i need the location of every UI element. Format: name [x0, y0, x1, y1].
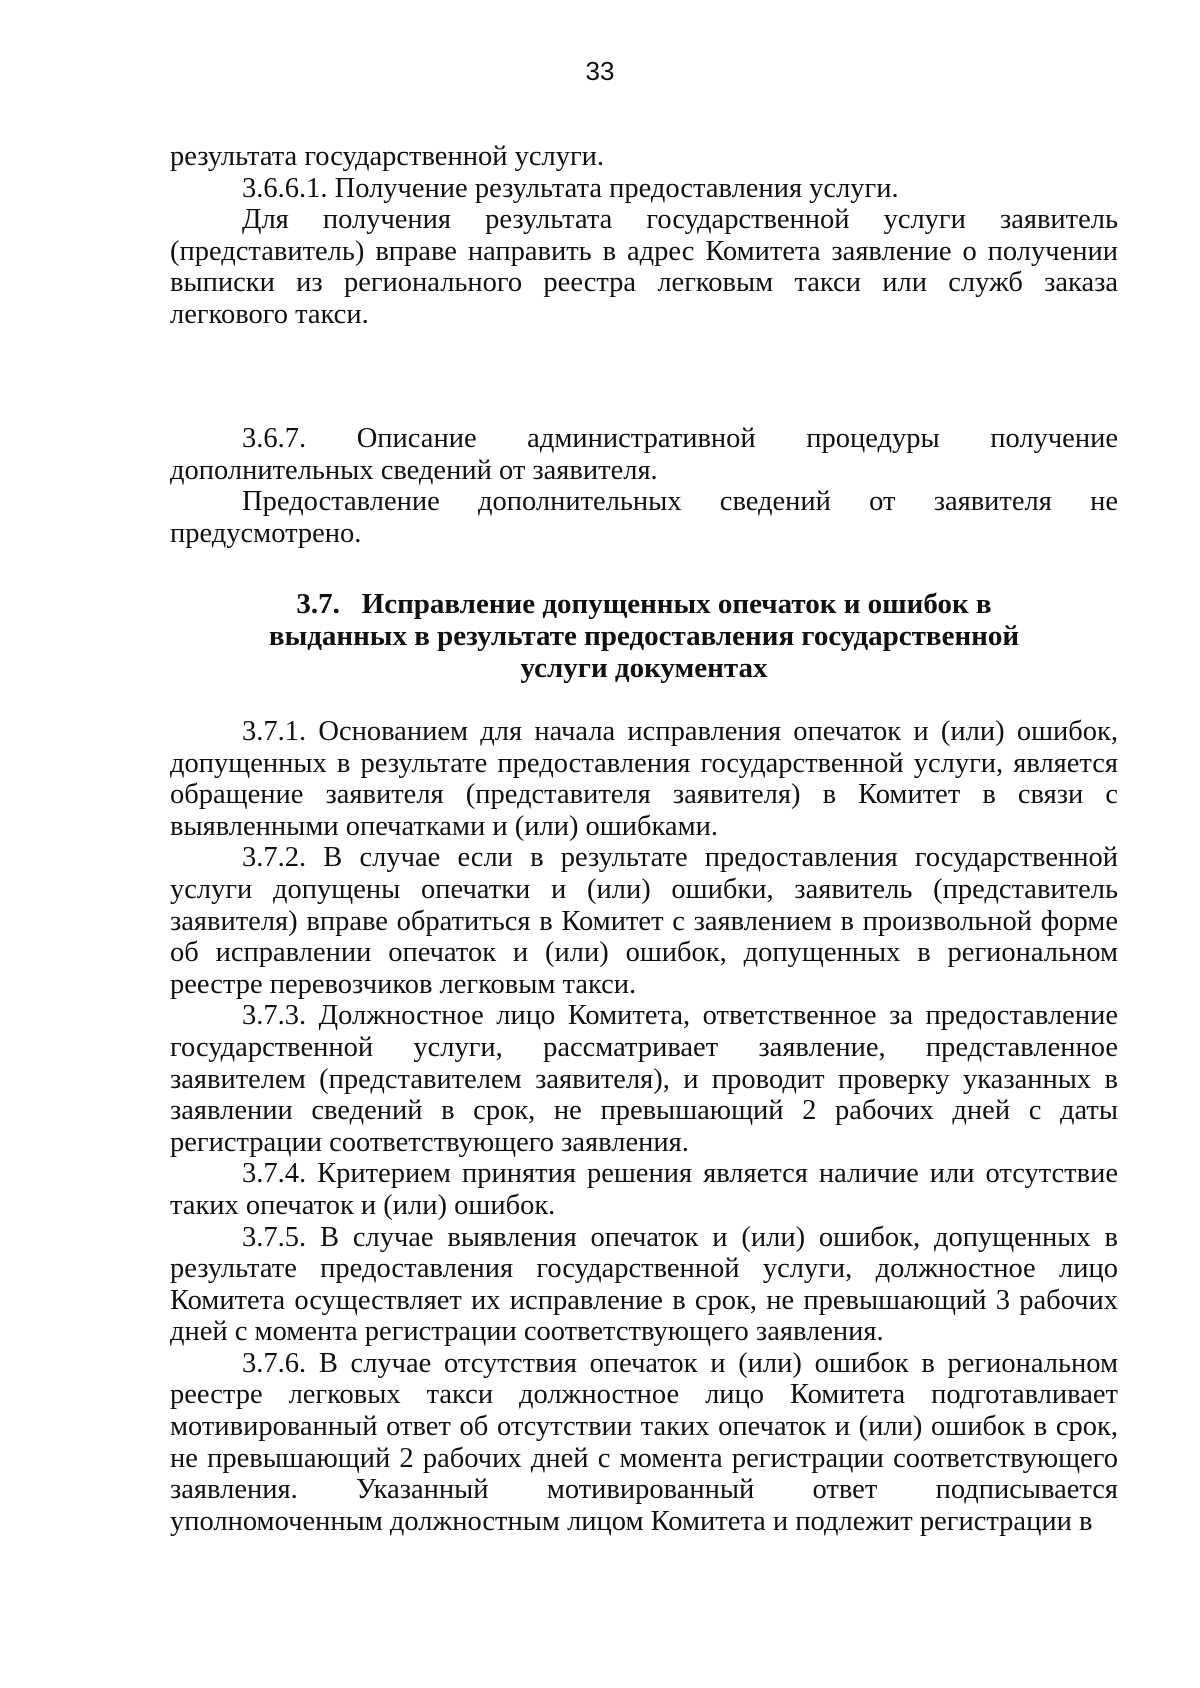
- heading-line-3: услуги документах: [520, 652, 768, 684]
- paragraph-3-7-4: 3.7.4. Критерием принятия решения является наличие или отсутствие таких опечаток и (или) ошибок.: [170, 1158, 1118, 1221]
- section-3-6-7-block: [170, 423, 1118, 549]
- paragraph-additional-info: Предоставление дополнительных сведений от заявителя не предусмотрено.: [170, 486, 1118, 549]
- section-3-7-block: [170, 716, 1118, 1537]
- page-number: 33: [585, 56, 615, 86]
- paragraph-3-7-5: 3.7.5. В случае выявления опечаток и (или) ошибок, допущенных в результате предоставления государственной услуги, должностное лицо Комитета осуществляет их исправление в срок, не превышающий 3 рабочих дней с момента регистрации соответствующего заявления.: [170, 1221, 1118, 1348]
- heading-line-1: 3.7. Исправление допущенных опечаток и ошибок в: [296, 588, 992, 620]
- paragraph-obtaining-result: Для получения результата государственной услуги заявитель (представитель) вправе направить в адрес Комитета заявление о получении выписки из регионального реестра легковым такси или служб заказа легкового такси.: [170, 204, 1118, 330]
- paragraph-3-7-2: 3.7.2. В случае если в результате предоставления государственной услуги допущены опечатки и (или) ошибки, заявитель (представитель заявителя) вправе обратиться в Комитет с заявлением в произвольной форме об исправлении опечаток и (или) ошибок, допущенных в региональном реестре перевозчиков легковым такси.: [170, 842, 1118, 1000]
- paragraph-3-7-1: 3.7.1. Основанием для начала исправления опечаток и (или) ошибок, допущенных в результате предоставления государственной услуги, является обращение заявителя (представителя заявителя) в Комитет в связи с выявленными опечатками и (или) ошибками.: [170, 716, 1118, 842]
- paragraph-3-6-7: 3.6.7. Описание административной процедуры получение дополнительных сведений от заявителя.: [170, 423, 1118, 486]
- paragraph-3-7-3: 3.7.3. Должностное лицо Комитета, ответственное за предоставление государственной услуги, рассматривает заявление, представленное заявителем (представителем заявителя), и проводит проверку указанных в заявлении сведений в срок, не превышающий 2 рабочих дней с даты регистрации соответствующего заявления.: [170, 1000, 1118, 1158]
- paragraph-3-7-6: 3.7.6. В случае отсутствия опечаток и (или) ошибок в региональном реестре легковых такси должностное лицо Комитета подготавливает мотивированный ответ об отсутствии таких опечаток и (или) ошибок в срок, не превышающий 2 рабочих дней с момента регистрации соответствующего заявления. Указанный мотивированный ответ подписывается уполномоченным должностным лицом Комитета и подлежит регистрации в: [170, 1347, 1118, 1537]
- heading-line-2: выданных в результате предоставления государственной: [268, 620, 1020, 652]
- section-3-7-heading: [170, 588, 1118, 684]
- section-3-6-6-block: [170, 141, 1118, 331]
- paragraph-continuation: результата государственной услуги.: [170, 141, 605, 172]
- paragraph-3-6-6-1: 3.6.6.1. Получение результата предоставления услуги.: [242, 172, 899, 204]
